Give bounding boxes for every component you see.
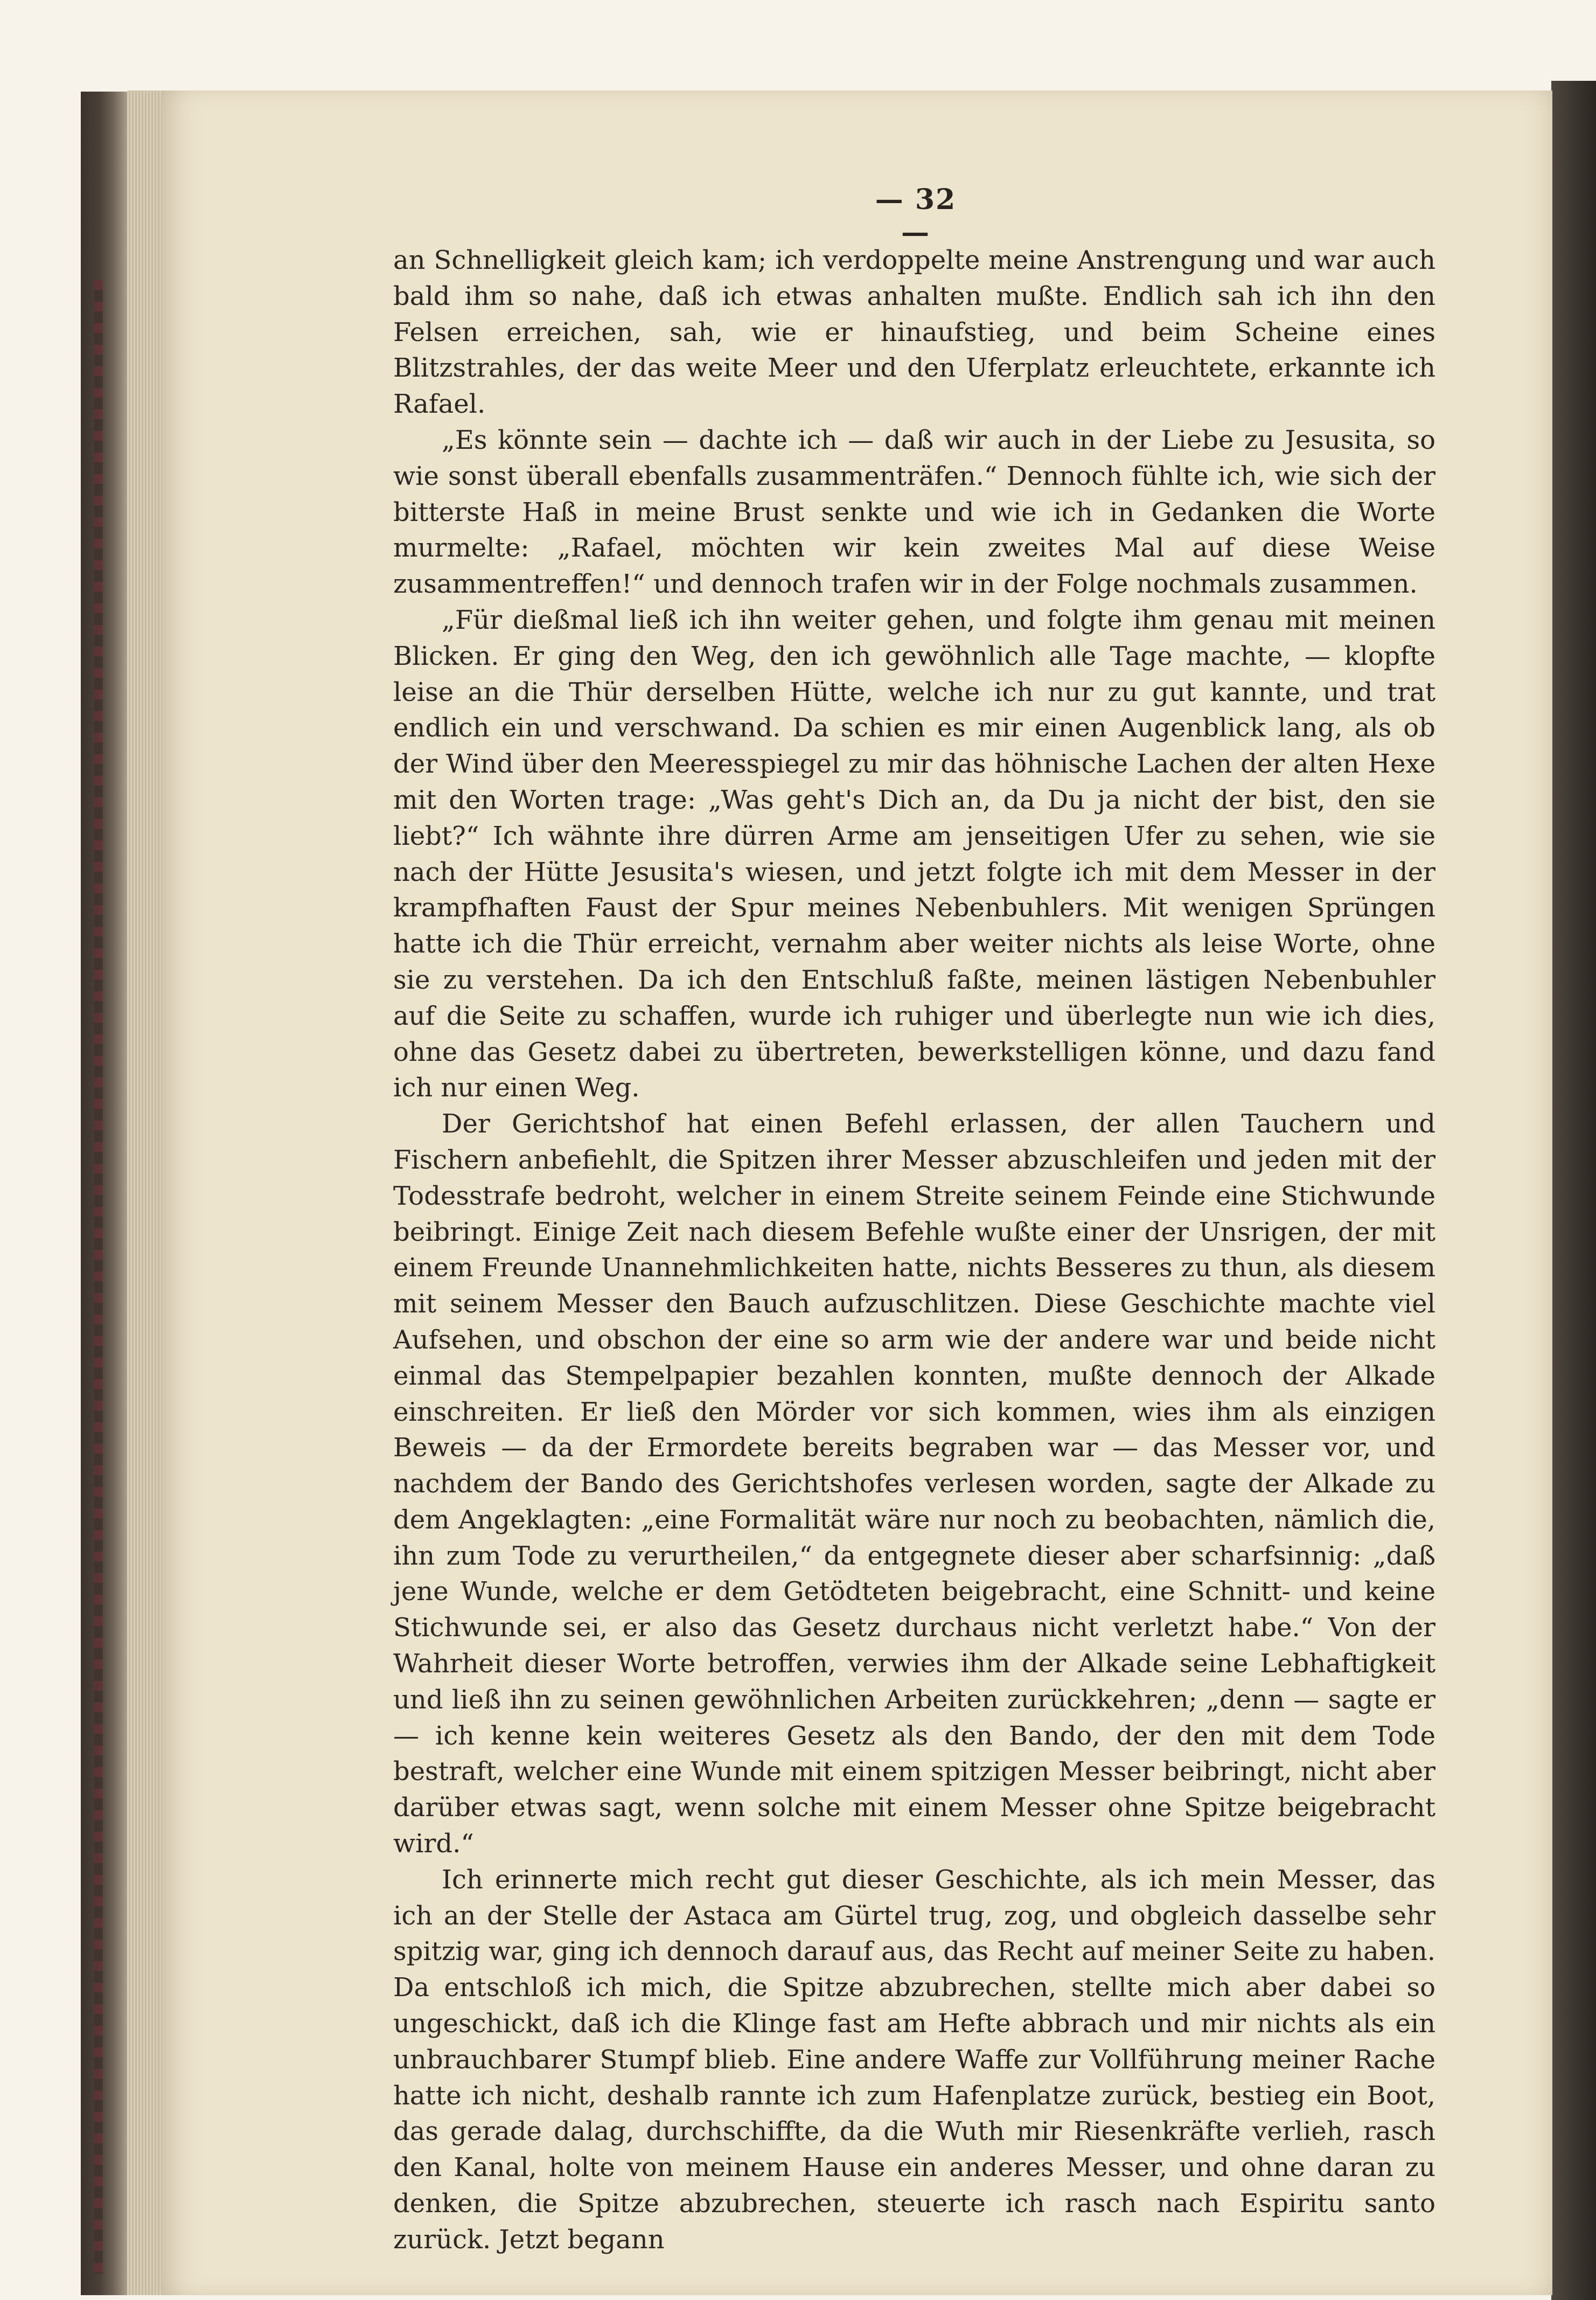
paragraph: „Es könnte sein — dachte ich — daß wir auch in der Liebe zu Jesusita, so wie sonst überall ebenfalls zusammenträfen.“ Dennoch fühlte ich, wie sich der bitterste Haß in meine Brust senkte und wie ich in Gedanken die Worte murmelte: „Rafael, möchten wir kein zweites Mal auf diese Weise zusammentreffen!“ und dennoch trafen wir in der Folge nochmals zusammen. xyxy=(393,425,1435,600)
paragraph: Ich erinnerte mich recht gut dieser Geschichte, als ich mein Messer, das ich an der Stelle der Astaca am Gürtel trug, zog, und obgleich dasselbe sehr spitzig war, ging ich dennoch darauf aus, das Recht auf meiner Seite zu haben. Da entschloß ich mich, die Spitze abzubrechen, stellte mich aber dabei so ungeschickt, daß ich die Klinge fast am Hefte abbrach und mir nichts als ein unbrauchbarer Stumpf blieb. Eine andere Waffe zur Vollführung meiner Rache hatte ich nicht, deshalb rannte ich zum Hafenplatze zurück, bestieg ein Boot, das gerade dalag, durchschiffte, da die Wuth mir Riesenkräfte verlieh, rasch den Kanal, holte von meinem Hause ein anderes Messer, und ohne daran zu denken, die Spitze abzubrechen, steuerte ich rasch nach Espiritu santo zurück. Jetzt begann xyxy=(393,1864,1435,2255)
book-spine xyxy=(81,92,135,2295)
paragraph: „Für dießmal ließ ich ihn weiter gehen, und folgte ihm genau mit meinen Blicken. Er ging den Weg, den ich gewöhnlich alle Tage machte, — klopfte leise an die Thür derselben Hütte, welche ich nur zu gut kannte, und trat endlich ein und verschwand. Da schien es mir einen Augenblick lang, als ob der Wind über den Meeresspiegel zu mir das höhnische Lachen der alten Hexe mit den Worten trage: „Was geht's Dich an, da Du ja nicht der bist, den sie liebt?“ Ich wähnte ihre dürren Arme am jenseitigen Ufer zu sehen, wie sie nach der Hütte Jesusita's wiesen, und jetzt folgte ich mit dem Messer in der krampfhaften Faust der Spur meines Nebenbuhlers. Mit wenigen Sprüngen hatte ich die Thür erreicht, vernahm aber weiter nichts als leise Worte, ohne sie zu verstehen. Da ich den Entschluß faßte, meinen lästigen Nebenbuhler auf die Seite zu schaffen, wurde ich ruhiger und überlegte nun wie ich dies, ohne das Gesetz dabei zu übertreten, bewerkstelligen könne, und dazu fand ich nur einen Weg. xyxy=(393,604,1435,1103)
page-body xyxy=(393,242,1435,2258)
page-number: — 32 — xyxy=(875,183,957,249)
scan-edge-right xyxy=(1551,81,1596,2300)
spine-binding-cloth xyxy=(94,280,103,2274)
paragraph: Der Gerichtshof hat einen Befehl erlassen, der allen Tauchern und Fischern anbefiehlt, die Spitzen ihrer Messer abzuschleifen und jeden mit der Todesstrafe bedroht, welcher in einem Streite seinem Feinde eine Stichwunde beibringt. Einige Zeit nach diesem Befehle wußte einer der Unsrigen, der mit einem Freunde Unannehmlichkeiten hatte, nichts Besseres zu thun, als diesem mit seinem Messer den Bauch aufzuschlitzen. Diese Geschichte machte viel Aufsehen, und obschon der eine so arm wie der andere war und beide nicht einmal das Stempelpapier bezahlen konnten, mußte dennoch der Alkade einschreiten. Er ließ den Mörder vor sich kommen, wies ihm als einzigen Beweis — da der Ermordete bereits begraben war — das Messer vor, und nachdem der Bando des Gerichtshofes verlesen worden, sagte der Alkade zu dem Angeklagten: „eine Formalität wäre nur noch zu beobachten, nämlich die, ihn zum Tode zu verurtheilen,“ da entgegnete dieser aber scharfsinnig: „daß jene Wunde, welche er dem Getödteten beigebracht, eine Schnitt- und keine Stichwunde sei, er also das Gesetz durchaus nicht verletzt habe.“ Von der Wahrheit dieser Worte betroffen, verwies ihm der Alkade seine Lebhaftigkeit und ließ ihn zu seinen gewöhnlichen Arbeiten zurückkehren; „denn — sagte er — ich kenne kein weiteres Gesetz als den Bando, der den mit dem Tode bestraft, welcher eine Wunde mit einem spitzigen Messer beibringt, nicht aber darüber etwas sagt, wenn solche mit einem Messer ohne Spitze beigebracht wird.“ xyxy=(393,1109,1435,1859)
paragraph: an Schnelligkeit gleich kam; ich verdoppelte meine Anstrengung und war auch bald ihm so nahe, daß ich etwas anhalten mußte. Endlich sah ich ihn den Felsen erreichen, sah, wie er hinaufstieg, und beim Scheine eines Blitzstrahles, der das weite Meer und den Uferplatz erleuchtete, erkannte ich Rafael. xyxy=(393,245,1435,420)
